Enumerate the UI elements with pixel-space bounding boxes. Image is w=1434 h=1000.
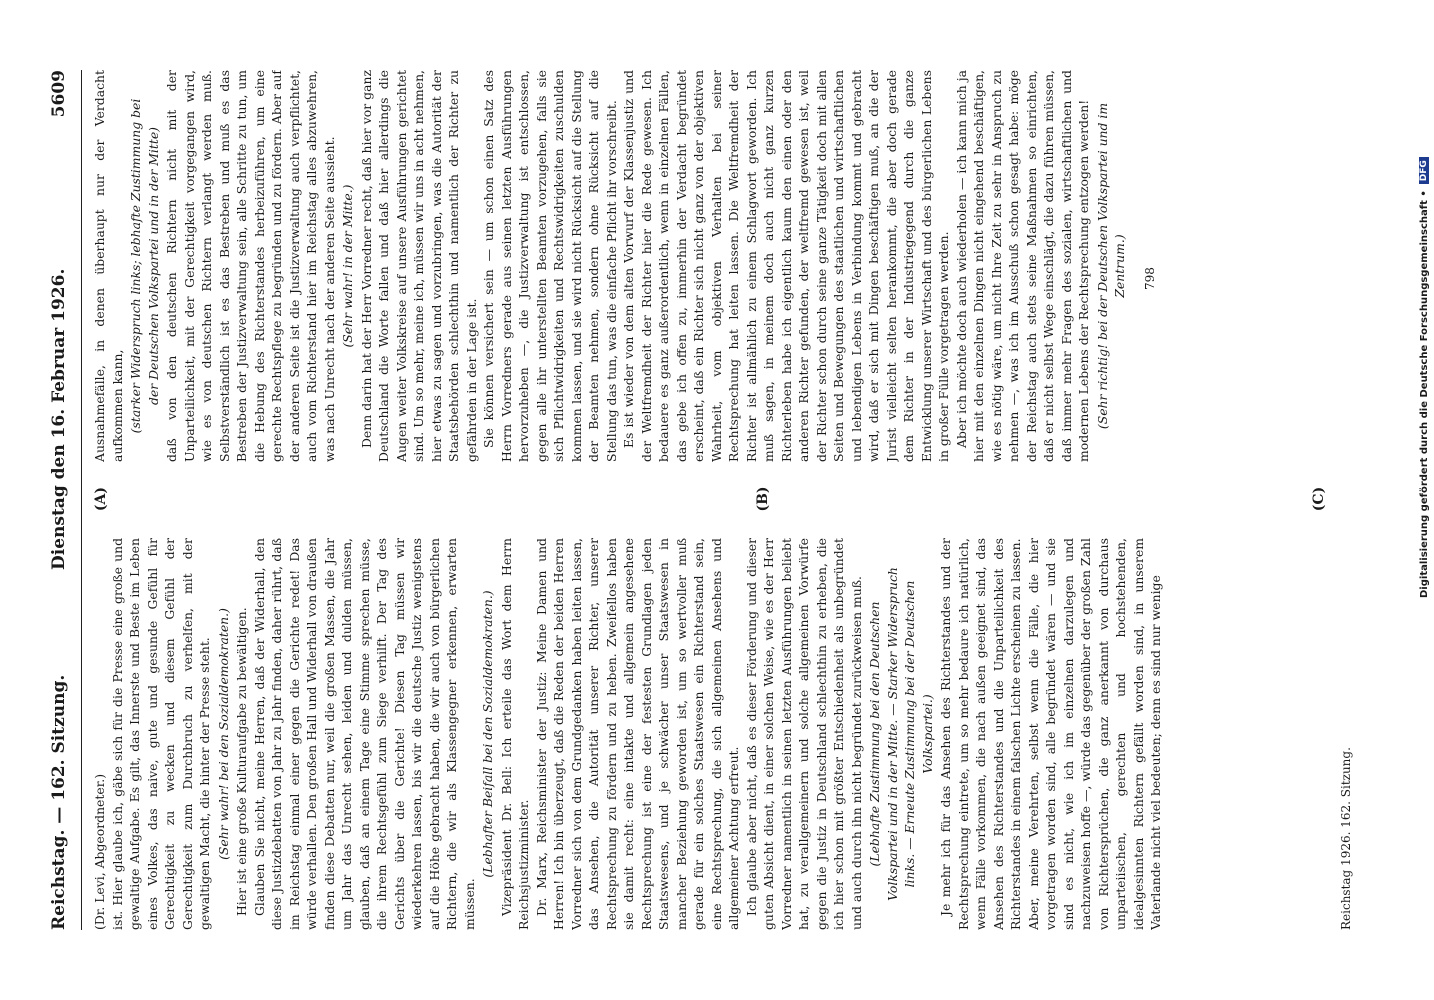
paragraph: Hier ist eine große Kulturaufgabe zu bewältigen. (234, 607, 249, 916)
rotated-page-content (43, 70, 1363, 930)
margin-letter-a: (A) (93, 486, 109, 512)
page-header (49, 70, 79, 930)
paragraph: Glauben Sie nicht, meine Herren, daß der Widerhall, den diese Justizdebatten von Jahr zu Jahr finden, daher rührt, daß im Reichstag einmal einer gegen die Gerichte redet! Das würde verhallen. Den großen Hall und Widerhall von draußen finden diese Debatten nur, weil die großen Massen, die Jahr um Jahr das Unrecht sehen, leiden und dulden müssen, glauben, daß an einem Tage eine Stimme sprechen müsse, die ihrem Rechtsgefühl zum Siege verhilft. Der Tag des Gerichts über die Gerichte! Diesen Tag müssen wir wiederkehren lassen, bis wir die deutsche Justiz wenigstens auf die Höhe gebracht haben, die wir auch von bürgerlichen Richtern, die wir als Klassengegner erkennen, erwarten müssen. (251, 538, 477, 930)
paragraph: Es ist wieder von dem alten Vorwurf der Klassenjustiz und der Weltfremdheit der Richter hier die Rede gewesen. Ich bedauere es ganz außerordentlich, wenn in einzelnen Fällen, das gebe ich offen zu, immerhin der Verdacht begründet erscheint, daß ein Richter sich nicht ganz von der objektiven Wahrheit, vom objektiven Verhalten bei seiner Rechtsprechung hat leiten lassen. Die Weltfremdheit der Richter ist allmählich zu einem Schlagwort geworden. Ich muß sagen, in meinem doch auch nicht ganz kurzen Richterleben habe ich eigentlich kaum den einen oder den anderen Richter gefunden, der weltfremd gewesen ist, weil der Richter schon durch seine ganze Tätigkeit doch mit allen Seiten und Bewegungen des staatlichen und wirtschaftlichen und lebendigen Lebens in Verbindung kommt und gebracht wird, daß er sich mit Dingen beschäftigen muß, an die der Jurist vielleicht selten herankommt, die aber doch gerade dem Richter in der Industriegegend durch die ganze Entwicklung unserer Wirtschaft und des bürgerlichen Lebens in großer Fülle vorgetragen werden. (621, 70, 951, 462)
paragraph: Aber ich möchte doch auch wiederholen — ich kann mich ja hier mit den einzelnen Dingen nicht eingehend beschäftigen, wie es nötig wäre, um nicht Ihre Zeit zu sehr in Anspruch zu nehmen —, was ich im Ausschuß schon gesagt habe: möge der Reichstag auch stets seine Maßnahmen so einrichten, daß er nicht selbst Wege einschlägt, die dazu führen müssen, daß immer mehr Fragen des sozialen, wirtschaftlichen und modernen Lebens der Rechtsprechung entzogen werden! (953, 70, 1091, 462)
paragraph: (Sehr wahr! in der Mitte.) (340, 184, 355, 348)
paragraph: (Sehr richtig! bei der Deutschen Volkspartei und im Zentrum.) (1094, 102, 1127, 430)
paragraph: Dr. Marx, Reichsminister der Justiz: Meine Damen und Herren! Ich bin überzeugt, daß die Reden der beiden Herren Vorredner sich von dem Grundgedanken haben leiten lassen, das Ansehen, die Autorität unserer Richter, unserer Rechtsprechung zu fördern und zu heben. Zweifellos haben sie damit recht: eine intakte und allgemein angesehene Rechtsprechung ist eine der festesten Grundlagen jeden Staatswesens, und je schwächer unser Staatswesen in mancher Beziehung geworden ist, um so wertvoller muß gerade für ein solches Staatswesen ein Richterstand sein, eine Rechtsprechung, die sich allgemeinen Ansehens und allgemeiner Achtung erfreut. (533, 538, 741, 930)
paragraph: Ich glaube aber nicht, daß es dieser Förderung und dieser guten Absicht dient, in einer solchen Weise, wie es der Herr Vorredner namentlich in seinen letzten Ausführungen beliebt hat, zu verallgemeinern und solche allgemeinen Vorwürfe gegen die Justiz in Deutschland schlechthin zu erheben, die ich hier schon mit größter Entschiedenheit als unbegründet und auch durch ihn nicht begründet zurückweisen muß. (743, 538, 864, 930)
column-left (91, 538, 1356, 930)
paragraph: Vizepräsident Dr. Bell: Ich erteile das Wort dem Herrn Reichsjustizminister. (498, 538, 531, 930)
paragraph: Je mehr ich für das Ansehen des Richterstandes und der Rechtsprechung eintrete, um so mehr bedaure ich natürlich, wenn Fälle vorkommen, die nach außen geeignet sind, das Ansehen des Richterstandes und die Unparteilichkeit des Richterstandes in einem falschen Lichte erscheinen zu lassen. (938, 538, 1023, 930)
margin-letter-c: (C) (1311, 486, 1327, 512)
paragraph: (Dr. Levi, Abgeordneter.) (92, 773, 107, 930)
paragraph: (Lebhafte Zustimmung bei den Deutschen Volkspartei und in der Mitte. — Starker Widerspruch links. — Erneute Zustimmung bei der Deutschen Volkspartei.) (867, 567, 935, 901)
funding-note (1417, 8, 1431, 598)
paragraph: Ausnahmefälle, in denen überhaupt nur der Verdacht aufkommen kann, (92, 70, 125, 462)
paragraph: Aber, meine Verehrten, selbst wenn die Fälle, die hier vorgetragen worden sind, alle begründet wären — und sie sind es nicht, wie ich im einzelnen darzulegen und nachzuweisen hoffe —, würde das gegenüber der großen Zahl von Richtersprüchen, die ganz anerkannt von durchaus unparteiischen, gerechten und hochstehenden, idealgesinnten Richtern gefällt worden sind, in unserem Vaterlande nicht viel bedeuten; denn es sind nur wenige (1025, 538, 1163, 930)
paragraph: (Lebhafter Beifall bei den Sozialdemokraten.) (480, 590, 495, 878)
footer-left: Reichstag 1926. 162. Sitzung. (1339, 747, 1353, 930)
header-center: Dienstag den 16. Februar 1926. (49, 268, 69, 570)
paragraph: Denn darin hat der Herr Vorredner recht, daß hier vor ganz Deutschland die Worte fallen und daß hier allerdings die Augen weiter Volkskreise auf unsere Ausführungen gerichtet sind. Um so mehr, meine ich, müssen wir uns in acht nehmen, hier etwas zu sagen und vorzubringen, was die Autorität der Staatsbehörden schlechthin und namentlich der Richter zu gefährden in der Lage ist. (358, 70, 479, 462)
column-right (91, 70, 1131, 462)
paragraph: daß von den deutschen Richtern nicht mit der Unparteilichkeit, mit der Gerechtigkeit vorgegangen wird, wie es von deutschen Richtern verlangt werden muß. Selbstverständlich ist es das Bestreben und muß es das Bestreben der Justizverwaltung sein, alle Schritte zu tun, um die Hebung des Richterstandes herbeizuführen, um eine gerechte Rechtspflege zu begründen und zu fördern. Aber auf der anderen Seite ist die Justizverwaltung auch verpflichtet, auch vom Richterstand hier im Reichstag alles abzuwehren, was nach Unrecht nach der anderen Seite aussieht. (164, 70, 337, 462)
paragraph: (Sehr wahr! bei den Sozialdemokraten.) (215, 608, 231, 860)
dfg-logo: DFG (1419, 157, 1429, 184)
header-rule (81, 70, 82, 930)
footer-right: 798 (1143, 267, 1157, 290)
page-number: 5609 (49, 70, 69, 118)
header-left: Reichstag. — 162. Sitzung. (49, 674, 69, 930)
paragraph: (starker Widerspruch links; lebhafte Zustimmung bei der Deutschen Volkspartei und in der Mitte) (128, 98, 161, 434)
margin-letter-b: (B) (755, 486, 771, 512)
funding-text: Digitalisierung gefördert durch die Deutsche Forschungsgemeinschaft • (1418, 190, 1430, 598)
paragraph: ist. Hier glaube ich, gäbe sich für die Presse eine große und gewaltige Aufgabe. Es gilt, das Innerste und Beste im Leben eines Volkes, das naive, gute und gesunde Gefühl für Gerechtigkeit zu wecken und diesem Gefühl der Gerechtigkeit zum Durchbruch zu verhelfen, mit der gewaltigen Macht, die hinter der Presse steht. (109, 538, 212, 930)
paragraph: Sie können versichert sein — um schon einen Satz des Herrn Vorredners gerade aus seinen letzten Ausführungen hervorzuheben —, die Justizverwaltung ist entschlossen, gegen alle ihr unterstellten Beamten vorzugehen, falls sie sich Pflichtwidrigkeiten und Rechtswidrigkeiten zuschulden kommen lassen, und sie wird nicht Rücksicht auf die Stellung der Beamten nehmen, sondern ohne Rücksicht auf die Stellung das tun, was die einfache Pflicht ihr vorschreibt. (481, 70, 619, 462)
